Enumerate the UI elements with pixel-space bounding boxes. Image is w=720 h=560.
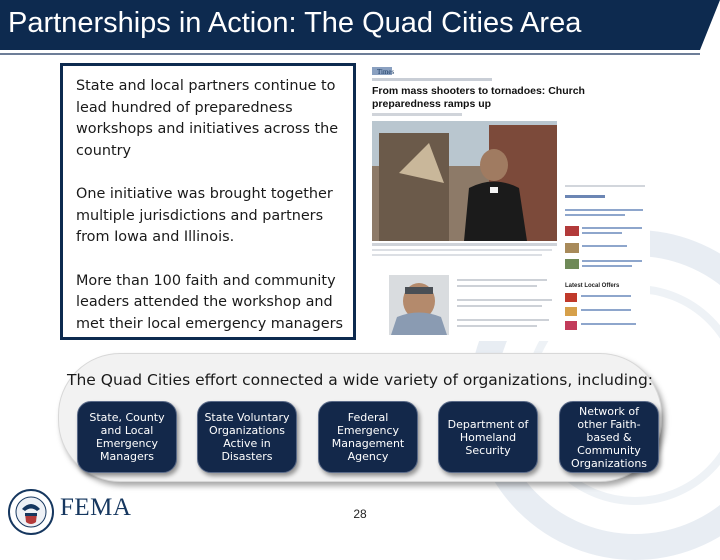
news-article-screenshot <box>369 63 650 341</box>
fema-wordmark: FEMA <box>60 494 132 521</box>
news-sidebar-label: Latest Local Offers <box>565 283 620 289</box>
dhs-seal-icon <box>8 489 54 535</box>
page-number: 28 <box>353 507 367 521</box>
org-box-voad: State Voluntary Organizations Active in Disasters <box>197 401 297 473</box>
news-masthead: Times <box>377 68 395 76</box>
paragraph-attendance: More than 100 faith and community leaders attended the workshop and met their local emergency managers <box>76 272 343 332</box>
news-headline-line1: From mass shooters to tornadoes: Church <box>372 85 585 97</box>
paragraph-initiative: One initiative was brought together multiple jurisdictions and partners from Iowa and Illinois. <box>76 186 333 245</box>
org-box-emergency-managers: State, County and Local Emergency Managers <box>77 401 177 473</box>
news-article-image <box>369 63 650 341</box>
org-box-fema: Federal Emergency Management Agency <box>318 401 418 473</box>
news-headline-line2: preparedness ramps up <box>372 98 492 110</box>
paragraph-partners: State and local partners continue to lead hundred of preparedness workshops and initiatives across the country <box>76 78 339 159</box>
panel-caption: The Quad Cities effort connected a wide variety of organizations, including: <box>66 371 654 389</box>
org-box-faith-network: Network of other Faith-based & Community Organizations <box>559 401 659 473</box>
title-bar <box>0 0 700 53</box>
org-box-dhs: Department of Homeland Security <box>438 401 538 473</box>
summary-text-box <box>60 63 356 340</box>
slide-title: Partnerships in Action: The Quad Cities Area <box>8 7 582 39</box>
